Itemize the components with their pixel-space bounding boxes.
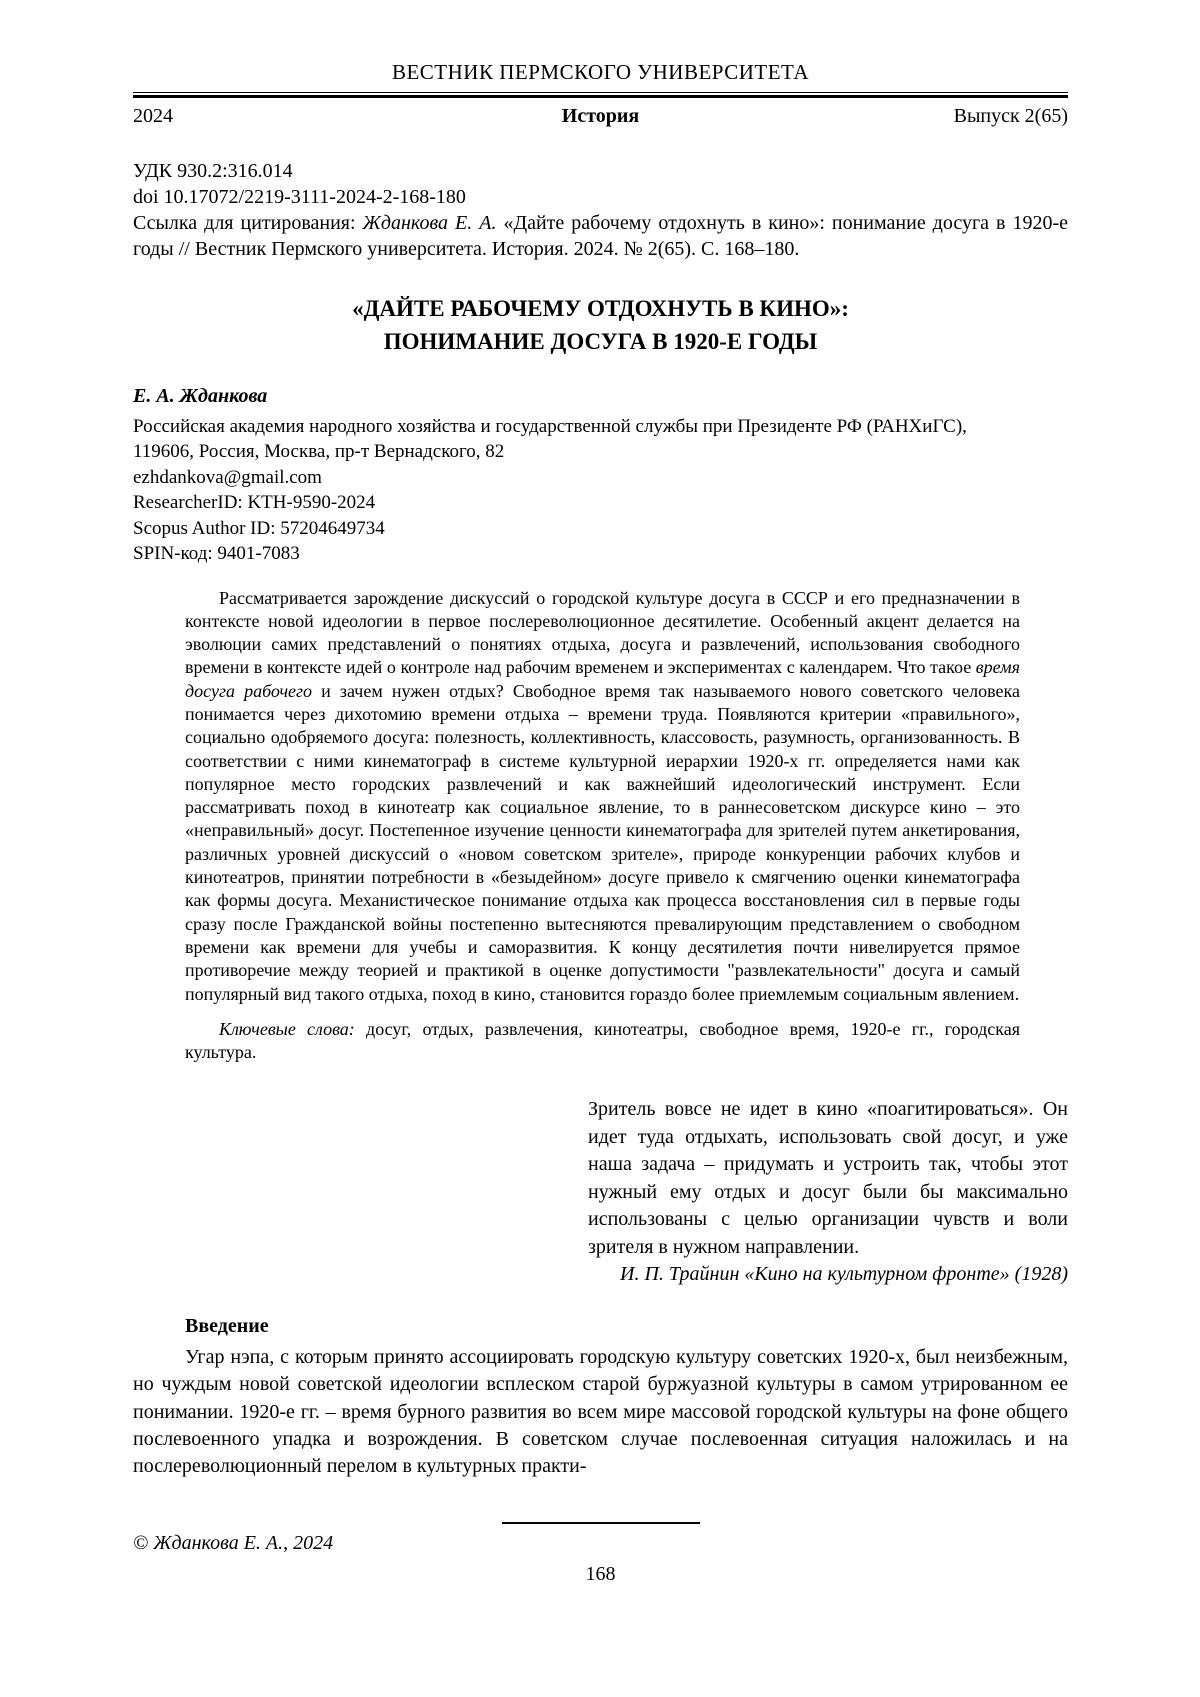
page-number: 168	[585, 1563, 616, 1586]
abstract-italic-phrase: время досуга рабочего	[185, 657, 1020, 701]
abstract-text-part2: и зачем нужен отдых? Свободное время так называемого нового советского человека понимается через дихотомию времени отдыха – времени труда. Появляются критерии «правильного», социально одобряемого досуга: полезность, коллективность, классовость, разумность, организованность. В соответствии с ними кинематограф в системе культурной иерархии 1920-х гг. определяется нами как популярное место городских развлечений и как важнейший идеологический инструмент. Если рассматривать поход в кинотеатр как социальное явление, то в раннесоветском дискурсе кино – это «неправильный» досуг. Постепенное изучение ценности кинематографа для зрителей путем анкетирования, различных уровней дискуссий о «новом советском зрителе», природе конкуренции рабочих клубов и кинотеатров, принятии потребности в «безыдейном» досуге привело к смягчению оценки кинематографа как формы досуга. Механистическое понимание отдыха как процесса восстановления сил в первые годы сразу после Гражданской войны постепенно вытесняются превалирующим представлением о свободном времени как времени для учебы и саморазвития. К концу десятилетия почти нивелируется прямое противоречие между теорией и практикой в оценке допустимости "развлекательности" досуга и самый популярный вид такого отдыха, поход в кино, становится гораздо более приемлемым социальным явлением.	[185, 680, 1020, 1004]
header-meta-row	[133, 105, 1068, 128]
citation-line	[133, 210, 1068, 262]
introduction-heading: Введение	[185, 1314, 269, 1337]
article-title	[133, 292, 1068, 358]
keywords-text: досуг, отдых, развлечения, кинотеатры, свободное время, 1920-е гг., городская культура.	[185, 1018, 1020, 1063]
article-title-line1: «ДАЙТЕ РАБОЧЕМУ ОТДОХНУТЬ В КИНО»:	[352, 296, 849, 321]
author-spin-code: SPIN-код: 9401-7083	[133, 543, 300, 564]
journal-header	[133, 60, 1068, 128]
copyright-line: © Жданкова Е. А., 2024	[133, 1532, 334, 1555]
article-title-line2: ПОНИМАНИЕ ДОСУГА В 1920-Е ГОДЫ	[383, 329, 818, 354]
abstract-text-part1: Рассматривается зарождение дискуссий о городской культуре досуга в СССР и его предназначении в контексте новой идеологии в первое послереволюционное десятилетие. Особенный акцент делается на эволюции самих представлений о понятиях отдыха, досуга и развлечений, использования свободного времени в контексте идей о контроле над рабочим временем и экспериментах с календарем. Что такое	[185, 587, 1020, 678]
citation-label: Ссылка для цитирования:	[133, 212, 363, 234]
epigraph-quote: Зритель вовсе не идет в кино «поагитироваться». Он идет туда отдыхать, использовать свой досуг, и уже наша задача – придумать и устроить так, чтобы этот нужный ему отдых и досуг были бы максимально использованы с целью организации чувств и воли зрителя в нужном направлении.	[588, 1098, 1068, 1258]
author-scopus-id: Scopus Author ID: 57204649734	[133, 517, 385, 539]
journal-title: ВЕСТНИК ПЕРМСКОГО УНИВЕРСИТЕТА	[391, 60, 810, 84]
author-researcher-id: ResearcherID: KTH-9590-2024	[133, 492, 376, 513]
doi-line: doi 10.17072/2219-3111-2024-2-168-180	[133, 186, 466, 208]
keywords-paragraph	[185, 1018, 1020, 1065]
author-name: Е. А. Жданкова	[133, 385, 268, 407]
header-double-rule	[133, 92, 1068, 98]
introduction-paragraph: Угар нэпа, с которым принято ассоциировать городскую культуру советских 1920-х, был неизбежным, но чуждым новой советской идеологии всплеском старой буржуазной культуры в самом утрированном ее понимании. 1920-е гг. – время бурного развития во всем мире массовой городской культуры на фоне общего послевоенного упадка и возрождения. В советском случае послевоенная ситуация наложилась и на послереволюционный перелом в культурных практи-	[133, 1345, 1068, 1478]
keywords-label: Ключевые слова:	[219, 1018, 355, 1039]
udc-line: УДК 930.2:316.014	[133, 160, 293, 182]
journal-section: История	[561, 105, 640, 127]
article-meta	[133, 158, 1068, 262]
author-block	[133, 384, 1068, 567]
citation-text: «Дайте рабочему отдохнуть в кино»: понимание досуга в 1920-е годы // Вестник Пермского университета. История. 2024. № 2(65). С. 168–180.	[133, 212, 1068, 260]
epigraph-block	[588, 1096, 1068, 1289]
author-affiliation-org: Российская академия народного хозяйства и государственной службы при Президенте РФ (РАНХиГС),	[133, 415, 967, 437]
author-email: ezhdankova@gmail.com	[133, 466, 322, 488]
abstract-paragraph	[185, 587, 1020, 1006]
journal-year: 2024	[133, 105, 173, 127]
footnote-rule	[502, 1522, 700, 1524]
journal-issue: Выпуск 2(65)	[953, 105, 1069, 127]
author-affiliation-address: 119606, Россия, Москва, пр-т Вернадского, 82	[133, 441, 505, 462]
citation-author: Жданкова Е. А.	[362, 212, 497, 234]
epigraph-attribution: И. П. Трайнин «Кино на культурном фронте» (1928)	[620, 1263, 1068, 1286]
page-footer	[133, 1522, 1068, 1586]
